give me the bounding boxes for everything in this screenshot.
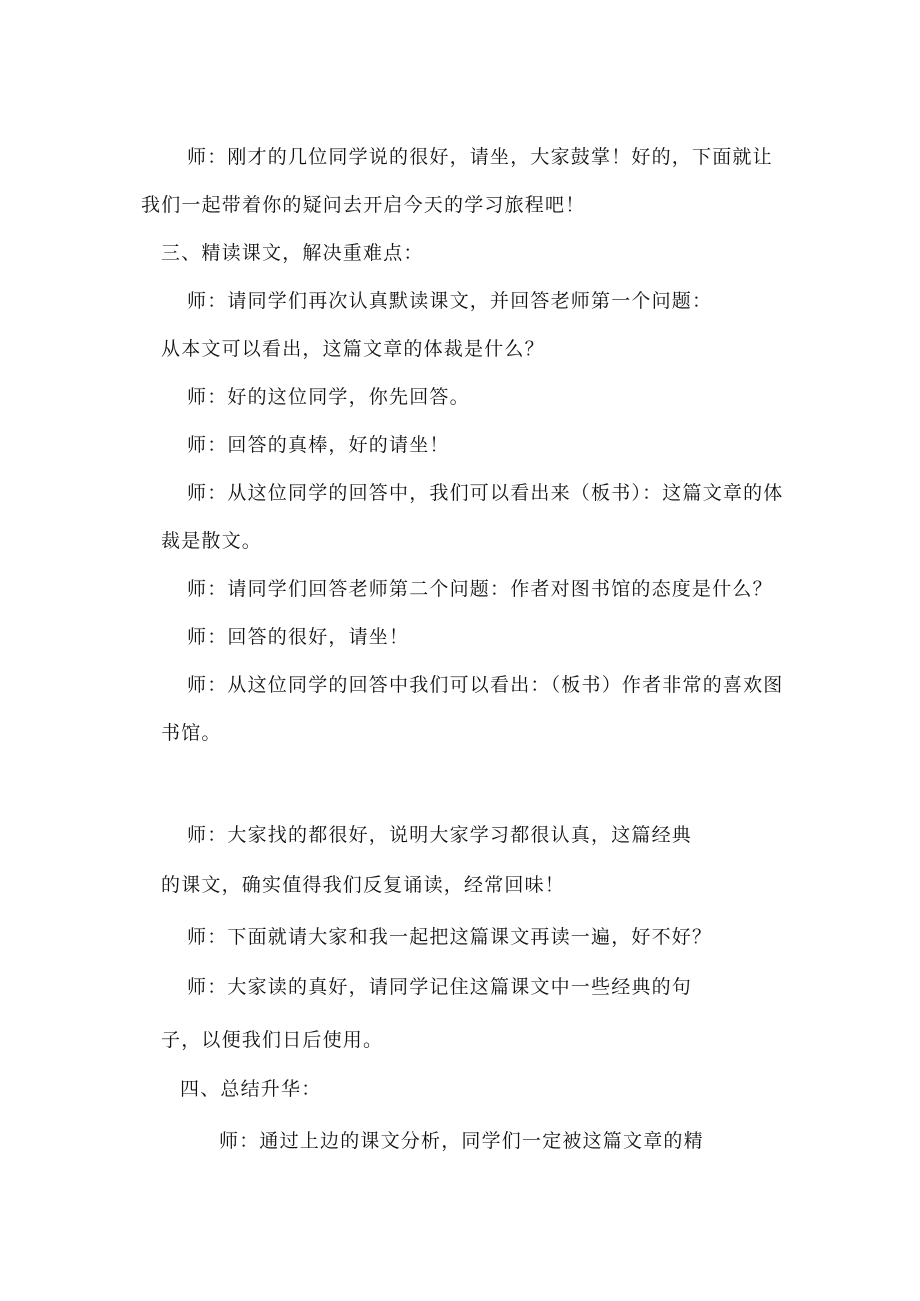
paragraph-line-12: 师：从这位同学的回答中我们可以看出：（板书）作者非常的喜欢图 [187, 674, 784, 696]
section-heading-19: 四、总结升华： [180, 1078, 322, 1100]
paragraph-line-13: 书馆。 [161, 722, 222, 744]
paragraph-line-8: 师：从这位同学的回答中，我们可以看出来（板书）：这篇文章的体 [187, 482, 784, 504]
paragraph-line-17: 师：大家读的真好，请同学记住这篇课文中一些经典的句 [187, 976, 693, 998]
paragraph-line-11: 师：回答的很好，请坐！ [187, 626, 410, 648]
paragraph-line-9: 裁是散文。 [161, 530, 263, 552]
paragraph-line-18: 子，以便我们日后使用。 [161, 1029, 384, 1051]
paragraph-line-1: 师：刚才的几位同学说的很好，请坐，大家鼓掌！好的，下面就让 [187, 146, 773, 168]
paragraph-line-16: 师：下面就请大家和我一起把这篇课文再读一遍，好不好？ [187, 926, 713, 948]
paragraph-line-4: 师：请同学们再次认真默读课文，并回答老师第一个问题： [187, 290, 713, 312]
paragraph-line-20: 师：通过上边的课文分析，同学们一定被这篇文章的精 [219, 1130, 704, 1152]
paragraph-line-15: 的课文，确实值得我们反复诵读，经常回味！ [161, 874, 566, 896]
paragraph-line-10: 师：请同学们回答老师第二个问题：作者对图书馆的态度是什么？ [187, 578, 773, 600]
paragraph-line-14: 师：大家找的都很好，说明大家学习都很认真，这篇经典 [187, 824, 693, 846]
paragraph-line-2: 我们一起带着你的疑问去开启今天的学习旅程吧！ [141, 194, 586, 216]
section-heading-3: 三、精读课文，解决重难点： [161, 242, 424, 264]
paragraph-line-7: 师：回答的真棒，好的请坐！ [187, 434, 450, 456]
paragraph-line-6: 师：好的这位同学，你先回答。 [187, 386, 470, 408]
paragraph-line-5: 从本文可以看出，这篇文章的体裁是什么？ [161, 338, 545, 360]
